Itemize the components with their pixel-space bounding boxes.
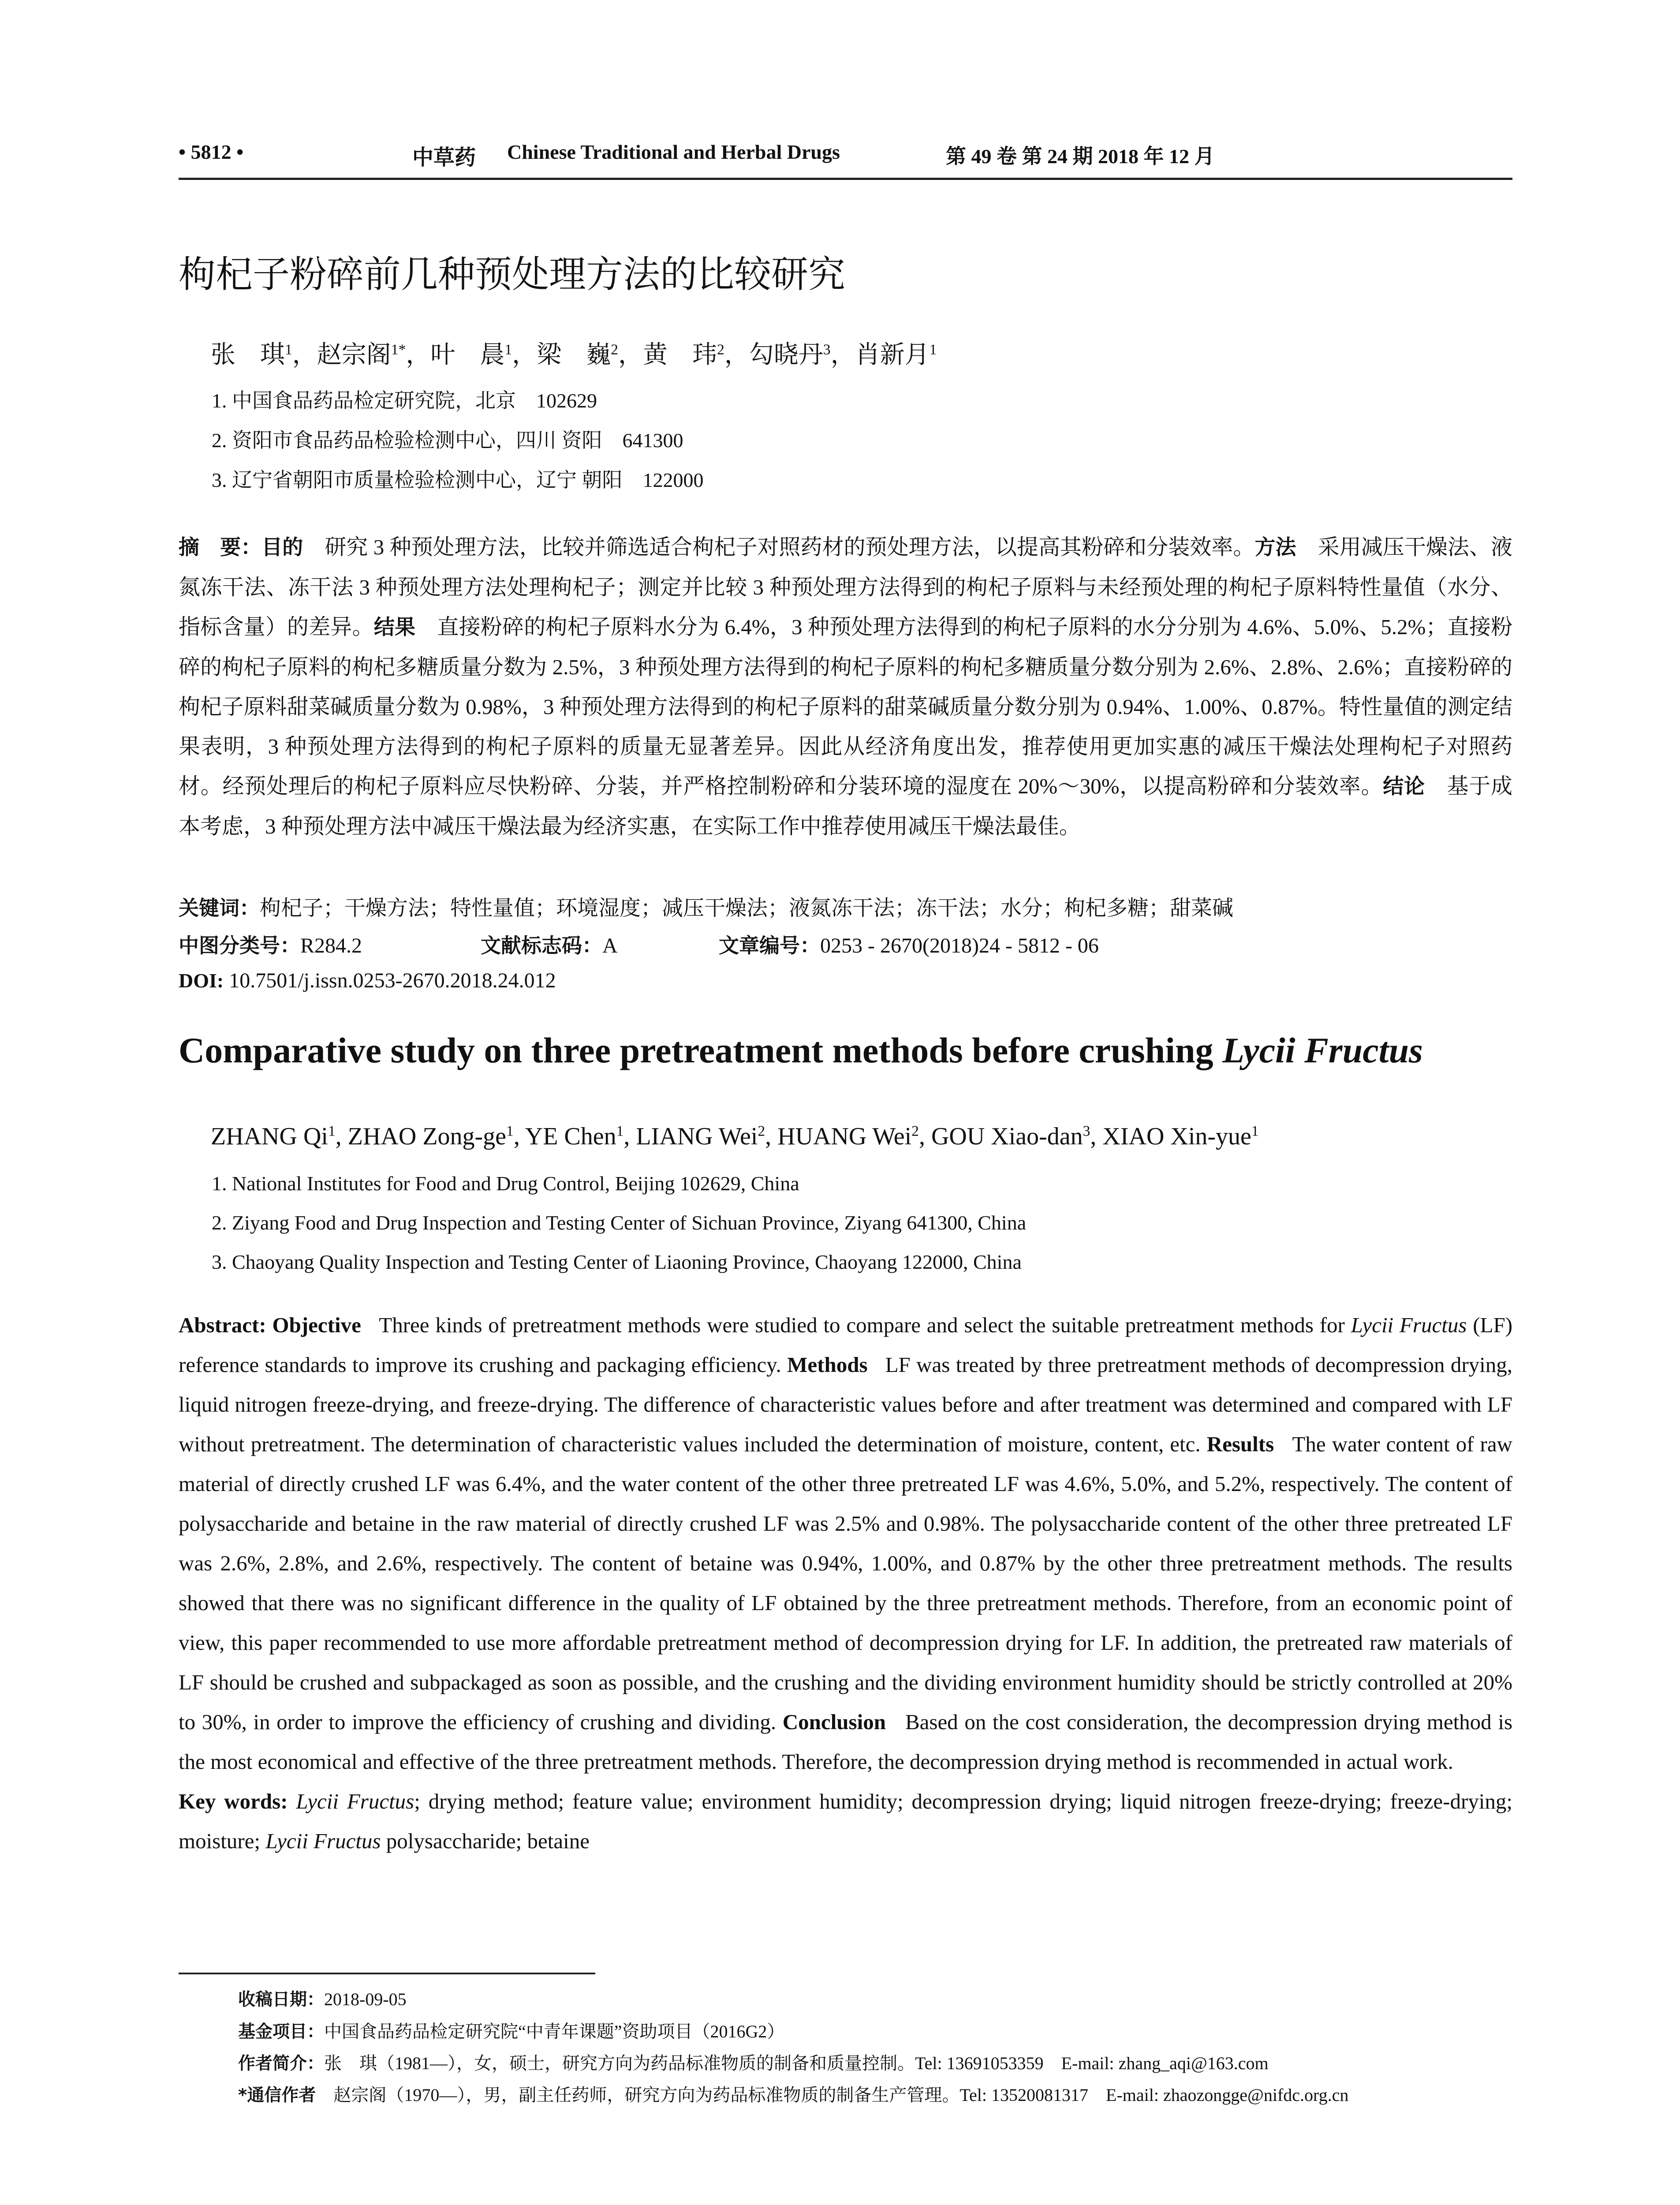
conclusion-label-en: Conclusion: [782, 1710, 886, 1734]
objective-text-en-a: Three kinds of pretreatment methods were studied to compare and select the suitable pretreatment methods for: [379, 1313, 1351, 1337]
clc-label: 中图分类号：: [179, 934, 300, 957]
author-affiliation-mark: 2: [611, 341, 618, 358]
author-name: YE Chen: [525, 1123, 616, 1150]
methods-label-en: Methods: [787, 1353, 868, 1377]
affiliation-en-1: 1. National Institutes for Food and Drug Control, Beijing 102629, China: [212, 1172, 799, 1195]
keywords-text-en: ; drying method; feature value; environment humidity; decompression drying; liquid nitrogen freeze-drying; freeze-drying; moisture;: [179, 1789, 1513, 1853]
author-name: 叶 晨: [430, 341, 505, 369]
journal-issue: 第 49 卷 第 24 期 2018 年 12 月: [946, 145, 1215, 168]
clc-value: R284.2: [300, 934, 362, 957]
page-number: • 5812 •: [179, 141, 244, 163]
author-affiliation-mark: 1: [328, 1123, 336, 1140]
footnote-corresponding: [238, 2081, 1348, 2106]
document-code-value: A: [602, 934, 618, 957]
abstract-cn: [179, 527, 1512, 846]
methods-text-en: LF was treated by three pretreatment methods of decompression drying, liquid nitrogen freeze-drying, and freeze-drying. The difference of characteristic values before and after treatment was determined and compared with LF without pretreatment. The determination of characteristic values included the determination of moisture, content, etc.: [179, 1353, 1513, 1456]
article-number: [719, 930, 1099, 959]
author-affiliation-mark: 1: [929, 341, 937, 358]
author-affiliation-mark: 1: [506, 1123, 514, 1140]
author-affiliation-mark: 1: [504, 341, 512, 358]
author-list-cn: 张 琪$^1$，赵宗阁$^{1*}$，叶 晨$^1$，梁 巍$^2$，黄 玮$^2$，勾晓丹$^3$，肖新月$^1$: [211, 341, 937, 369]
fund-text: 中国食品药品检定研究院“中青年课题”资助项目（2016G2）: [324, 2022, 785, 2041]
results-label-en: Results: [1206, 1432, 1274, 1456]
header-rule: [179, 178, 1512, 180]
author-name: 黄 玮: [642, 341, 717, 369]
conclusion-label-cn: 结论: [1383, 774, 1425, 799]
corresponding-text: 赵宗阁（1970—），男，副主任药师，研究方向为药品标准物质的制备生产管理。Tel: 13520081317 E-mail: zhaozongge@nifdc.org.cn: [333, 2085, 1349, 2105]
keywords-label-en: Key words:: [179, 1789, 288, 1813]
author-name: LIANG Wei: [636, 1123, 758, 1150]
author-name: 梁 巍: [537, 341, 611, 369]
conclusion-text-cn: 基于成本考虑，3 种预处理方法中减压干燥法最为经济实惠，在实际工作中推荐使用减压干燥法最佳。: [179, 774, 1512, 838]
keywords-text-en-end: polysaccharide; betaine: [381, 1829, 590, 1853]
objective-text-en-italic: Lycii Fructus: [1351, 1313, 1467, 1337]
footnote-author: [238, 2049, 1269, 2074]
clc-number: [179, 930, 362, 959]
footnote-rule: [179, 1973, 595, 1974]
author-affiliation-mark: 2: [911, 1123, 919, 1140]
title-en-main: Comparative study on three pretreatment methods before crushing: [179, 1030, 1223, 1070]
objective-label-en: Objective: [272, 1313, 361, 1337]
received-label: 收稿日期：: [238, 1990, 325, 2010]
keyword-italic: Lycii Fructus: [296, 1789, 414, 1813]
abstract-label-en: Abstract:: [179, 1313, 266, 1337]
author-name: 勾晓丹: [749, 341, 823, 369]
keywords-text-cn: 枸杞子；干燥方法；特性量值；环境湿度；减压干燥法；液氮冻干法；冻干法；水分；枸杞多糖；甜菜碱: [260, 897, 1234, 920]
author-bio-label: 作者简介：: [238, 2054, 325, 2074]
journal-name-en: Chinese Traditional and Herbal Drugs: [507, 141, 840, 163]
author-affiliation-mark: 1: [285, 341, 292, 358]
page-title-cn: 枸杞子粉碎前几种预处理方法的比较研究: [179, 253, 846, 296]
received-date: 2018-09-05: [324, 1989, 407, 2009]
author-affiliation-mark: 2: [717, 341, 724, 358]
affiliation-cn-3: 3. 辽宁省朝阳市质量检验检测中心，辽宁 朝阳 122000: [212, 469, 704, 491]
affiliation-en-3: 3. Chaoyang Quality Inspection and Testing Center of Liaoning Province, Chaoyang 122000, China: [212, 1251, 1022, 1273]
author-name: 张 琪: [211, 341, 285, 369]
affiliation-en-2: 2. Ziyang Food and Drug Inspection and Testing Center of Sichuan Province, Ziyang 641300, China: [212, 1211, 1027, 1234]
methods-text-cn: 采用减压干燥法、液氮冻干法、冻干法 3 种预处理方法处理枸杞子；测定并比较 3 种预处理方法得到的枸杞子原料与未经预处理的枸杞子原料特性量值（水分、指标含量）的差异。: [179, 535, 1513, 639]
author-affiliation-mark: 1: [616, 1123, 624, 1140]
conclusion-text-en: Based on the cost consideration, the decompression drying method is the most economical and effective of the three pretreatment methods. Therefore, the decompression drying method is recommended in actual work.: [179, 1710, 1513, 1774]
affiliation-cn-1: 1. 中国食品药品检定研究院，北京 102629: [212, 389, 597, 412]
author-affiliation-mark: 1: [1251, 1123, 1259, 1140]
author-name: 赵宗阁: [317, 341, 391, 369]
author-affiliation-mark: 3: [1083, 1123, 1090, 1140]
author-affiliation-mark: 1*: [391, 341, 406, 358]
corresponding-label: *通信作者: [238, 2085, 316, 2105]
article-number-value: 0253 - 2670(2018)24 - 5812 - 06: [820, 934, 1099, 957]
doi-value: 10.7501/j.issn.0253-2670.2018.24.012: [229, 969, 556, 992]
author-name: XIAO Xin-yue: [1102, 1123, 1251, 1150]
author-name: HUANG Wei: [777, 1123, 912, 1150]
abstract-en: [179, 1305, 1512, 1861]
document-code-label: 文献标志码：: [481, 934, 602, 957]
title-en-italic: Lycii Fructus: [1222, 1030, 1423, 1070]
keyword-italic: Lycii Fructus: [265, 1829, 381, 1853]
results-text-en: The water content of raw material of directly crushed LF was 6.4%, and the water content of the other three pretreated LF was 4.6%, 5.0%, and 5.2%, respectively. The content of polysaccharide and betaine in the raw material of directly crushed LF was 2.5% and 0.98%. The polysaccharide content of the other three pretreated LF was 2.6%, 2.8%, and 2.6%, respectively. The content of betaine was 0.94%, 1.00%, and 0.87% by the other three pretreatment methods. The results showed that there was no significant difference in the quality of LF obtained by the three pretreatment methods. Therefore, from an economic point of view, this paper recommended to use more affordable pretreatment method of decompression drying for LF. In addition, the pretreated raw materials of LF should be crushed and subpackaged as soon as possible, and the crushing and the dividing environment humidity should be strictly controlled at 20% to 30%, in order to improve the efficiency of crushing and dividing.: [179, 1432, 1513, 1734]
author-list-en: ZHANG Qi$^1$, ZHAO Zong-$ge^1$, YE Chen$^1$, LIANG Wei$^2$, HUANG Wei$^2$, GOU Xiao-dan$^3$, XIAO Xin-yue$^1$: [211, 1123, 1259, 1150]
results-label-cn: 结果: [373, 615, 416, 639]
journal-name-cn: 中草药: [412, 145, 476, 170]
author-bio-text: 张 琪（1981—），女，硕士，研究方向为药品标准物质的制备和质量控制。Tel: 13691053359 E-mail: zhang_aqi@163.com: [324, 2053, 1269, 2073]
affiliation-cn-2: 2. 资阳市食品药品检验检测中心，四川 资阳 641300: [212, 429, 683, 452]
results-text-cn: 直接粉碎的枸杞子原料水分为 6.4%，3 种预处理方法得到的枸杞子原料的水分分别为 4.6%、5.0%、5.2%；直接粉碎的枸杞子原料的枸杞多糖质量分数为 2.5%，3 种预处理方法得到的枸杞子原料的枸杞多糖质量分数分别为 2.6%、2.8%、2.6%；直接粉碎的枸杞子原料甜菜碱质量分数为 0.98%，3 种预处理方法得到的枸杞子原料的甜菜碱质量分数分别为 0.94%、1.00%、0.87%。特性量值的测定结果表明，3 种预处理方法得到的枸杞子原料的质量无显著差异。因此从经济角度出发，推荐使用更加实惠的减压干燥法处理枸杞子对照药材。经预处理后的枸杞子原料应尽快粉碎、分装，并严格控制粉碎和分装环境的湿度在 20%～30%，以提高粉碎和分装效率。: [179, 615, 1512, 798]
running-header: [179, 140, 1512, 171]
page-title-en: [179, 1030, 1423, 1071]
document-code: [481, 930, 618, 959]
author-affiliation-mark: 2: [758, 1123, 765, 1140]
author-name: ZHAO Zong-ge: [347, 1123, 507, 1150]
author-name: ZHANG Qi: [211, 1123, 328, 1150]
author-affiliation-mark: 3: [823, 341, 831, 358]
objective-label-cn: 目的: [261, 535, 303, 560]
doi: [179, 968, 556, 993]
abstract-label-cn: 摘 要：: [179, 535, 262, 560]
keywords-cn: [179, 891, 1233, 921]
doi-label: DOI:: [179, 969, 224, 992]
methods-label-cn: 方法: [1254, 535, 1296, 560]
author-name: GOU Xiao-dan: [931, 1123, 1083, 1150]
objective-text-en-b: (LF) reference standards to improve its crushing and packaging efficiency.: [179, 1313, 1513, 1377]
author-name: 肖新月: [855, 341, 930, 369]
keywords-label-cn: 关键词：: [179, 896, 260, 920]
objective-text-cn: 研究 3 种预处理方法，比较并筛选适合枸杞子对照药材的预处理方法，以提高其粉碎和分装效率。: [325, 535, 1255, 559]
footnote-received: [238, 1986, 407, 2011]
article-number-label: 文章编号：: [719, 934, 820, 957]
footnote-fund: [238, 2018, 784, 2043]
fund-label: 基金项目：: [238, 2022, 325, 2042]
